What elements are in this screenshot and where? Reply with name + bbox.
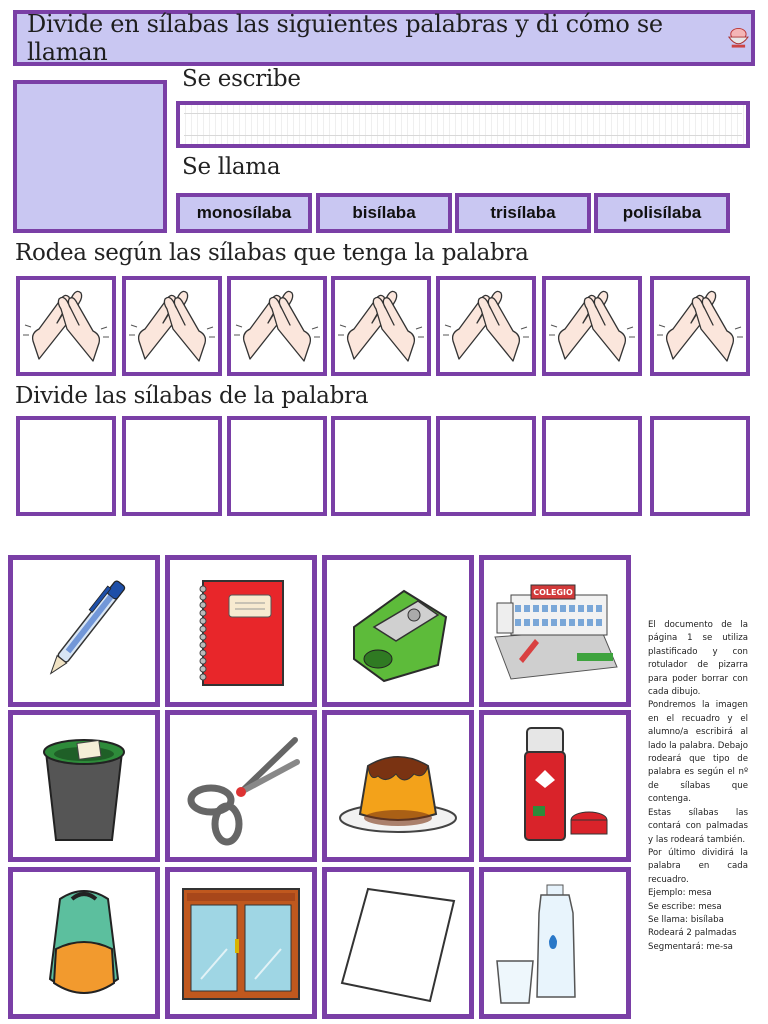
- clapping-hands-icon: [547, 281, 637, 371]
- glue-card[interactable]: [479, 710, 631, 862]
- circle-heading: Rodea según las sílabas que tenga la palabra: [15, 240, 529, 266]
- scissors-card[interactable]: [165, 710, 317, 862]
- note: Ejemplo: mesa: [648, 888, 712, 899]
- sharpener-card[interactable]: [322, 555, 474, 707]
- syllable-box[interactable]: [227, 416, 327, 516]
- type-label: polisílaba: [622, 203, 702, 222]
- syllable-box[interactable]: [16, 416, 116, 516]
- write-label: Se escribe: [182, 66, 301, 92]
- notebook-card[interactable]: [165, 555, 317, 707]
- type-label: bisílaba: [352, 203, 416, 222]
- backpack-card[interactable]: [8, 867, 160, 1019]
- clapping-hands-icon: [441, 281, 531, 371]
- note: Se escribe: mesa: [648, 901, 722, 912]
- note: Por último dividirá la palabra en cada recuadro.: [648, 847, 748, 885]
- clap-box[interactable]: [122, 276, 222, 376]
- clap-box[interactable]: [650, 276, 750, 376]
- clapping-hands-icon: [232, 281, 322, 371]
- glue-icon: [491, 722, 619, 850]
- pen-card[interactable]: [8, 555, 160, 707]
- syllable-box[interactable]: [331, 416, 431, 516]
- flan-card[interactable]: [322, 710, 474, 862]
- note: Se llama: bisílaba: [648, 914, 724, 925]
- school-card[interactable]: [479, 555, 631, 707]
- syllable-box[interactable]: [542, 416, 642, 516]
- sharpener-icon: [334, 567, 462, 695]
- write-field[interactable]: [176, 101, 750, 148]
- note: Segmentará: me-sa: [648, 941, 733, 952]
- type-monosilaba[interactable]: [176, 193, 312, 233]
- water-icon: [491, 879, 619, 1007]
- clapping-hands-icon: [655, 281, 745, 371]
- notebook-icon: [177, 567, 305, 695]
- bin-icon: [20, 722, 148, 850]
- clap-box[interactable]: [436, 276, 536, 376]
- school-icon: [491, 567, 619, 695]
- backpack-icon: [20, 879, 148, 1007]
- paper-card[interactable]: [322, 867, 474, 1019]
- clapping-hands-icon: [336, 281, 426, 371]
- type-trisilaba[interactable]: [455, 193, 591, 233]
- title-text: Divide en sílabas las siguientes palabras y di cómo se llaman: [27, 10, 663, 66]
- clap-box[interactable]: [227, 276, 327, 376]
- clap-box[interactable]: [331, 276, 431, 376]
- note: Pondremos la imagen en el recuadro y el alumno/a escribirá al lado la palabra. Debajo rodeará que tipo de palabra es según el nº de sílabas que contenga.: [648, 700, 748, 805]
- paper-icon: [334, 879, 462, 1007]
- scissors-icon: [177, 722, 305, 850]
- type-polisilaba[interactable]: [594, 193, 730, 233]
- flan-icon: [334, 722, 462, 850]
- instructions: [648, 619, 748, 954]
- syllable-box[interactable]: [436, 416, 536, 516]
- water-card[interactable]: [479, 867, 631, 1019]
- type-bisilaba[interactable]: [316, 193, 452, 233]
- svg-text:COLEGIO: COLEGIO: [533, 588, 573, 597]
- note: Estas sílabas las contará con palmadas y las rodeará también.: [648, 807, 748, 845]
- bowl-icon: [726, 25, 751, 51]
- syllable-box[interactable]: [122, 416, 222, 516]
- clap-box[interactable]: [542, 276, 642, 376]
- image-slot[interactable]: [13, 80, 167, 233]
- clapping-hands-icon: [127, 281, 217, 371]
- note: Rodeará 2 palmadas: [648, 928, 737, 939]
- type-label: trisílaba: [490, 203, 556, 222]
- bin-card[interactable]: [8, 710, 160, 862]
- type-label: monosílaba: [196, 203, 292, 222]
- page-title: [13, 10, 755, 66]
- window-card[interactable]: [165, 867, 317, 1019]
- pen-icon: [20, 567, 148, 695]
- clap-box[interactable]: [16, 276, 116, 376]
- name-label: Se llama: [182, 154, 281, 180]
- window-icon: [177, 879, 305, 1007]
- clapping-hands-icon: [21, 281, 111, 371]
- note: El documento de la página 1 se utiliza plastificado y con rotulador de pizarra para poder borrar con cada dibujo.: [648, 620, 748, 698]
- divide-heading: Divide las sílabas de la palabra: [15, 383, 369, 409]
- syllable-box[interactable]: [650, 416, 750, 516]
